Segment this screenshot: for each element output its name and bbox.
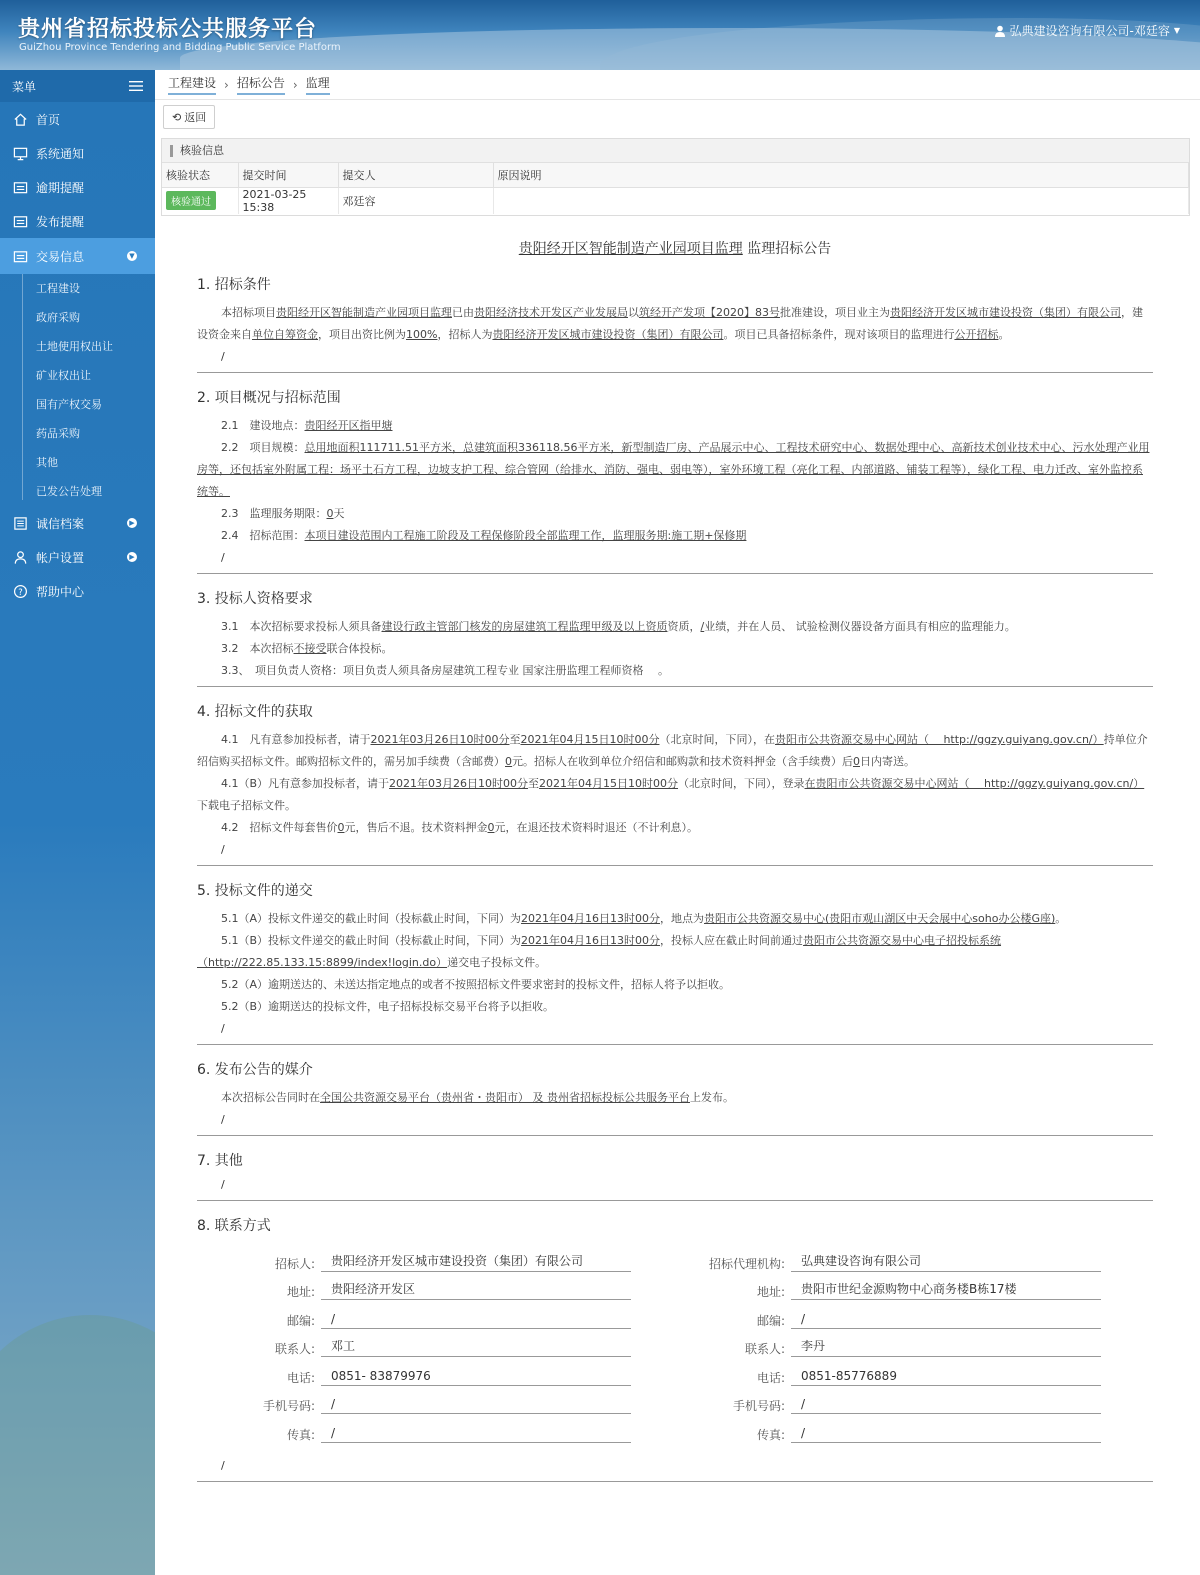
notice-body xyxy=(197,238,1153,1496)
section-paragraph: 3.1 本次招标要求投标人须具备建设行政主管部门核发的房屋建筑工程监理甲级及以上资质资质，/业绩，并在人员、 试验检测仪器设备方面具有相应的监理能力。 xyxy=(221,620,1016,633)
sidebar-subitem-mining[interactable]: 矿业权出让 xyxy=(36,369,91,382)
help-icon xyxy=(12,583,28,599)
user-name: 弘典建设咨询有限公司-邓廷容 xyxy=(1009,24,1170,38)
sidebar-item-label: 帐户设置 xyxy=(36,550,85,565)
section-paragraph: 4.2 招标文件每套售价0元，售后不退。技术资料押金0元，在退还技术资料时退还（不计利息）。 xyxy=(221,821,698,834)
col-header: 核验状态 xyxy=(162,163,238,187)
svg-text:?: ? xyxy=(17,586,23,597)
notice-title-suffix: 监理招标公告 xyxy=(747,241,832,257)
section-paragraph: 本次招标公告同时在全国公共资源交易平台（贵州省・贵阳市） 及 贵州省招标投标公共服务平台上发布。 xyxy=(221,1091,734,1104)
verify-title: 核验信息 xyxy=(162,139,1189,163)
sidebar xyxy=(0,70,155,1575)
section-heading: 1. 招标条件 xyxy=(197,277,271,293)
site-header xyxy=(0,0,1200,70)
contact-row: 联系人: 李丹 xyxy=(687,1329,1147,1358)
section-paragraph: 4.1 凡有意参加投标者，请于2021年03月26日10时00分至2021年04月15日10时00分（北京时间，下同），在贵阳市公共资源交易中心网站（ http://ggzy.guiyang.gov.cn/）持单位介绍信购买招标文件。邮购招标文件的，需另加手续费（含邮费）0元。招标人在收到单位介绍信和邮购款和技术资料押金（含手续费）后0日内寄送。 xyxy=(197,733,1148,768)
sidebar-subitem-state-assets[interactable]: 国有产权交易 xyxy=(36,398,102,411)
reason-cell xyxy=(493,187,1189,214)
section-heading: 3. 投标人资格要求 xyxy=(197,591,313,607)
section-divider xyxy=(197,372,1153,373)
chevron-right-icon: ▶ xyxy=(127,552,137,562)
contact-row: 地址: 贵阳市世纪金源购物中心商务楼B栋17楼 xyxy=(687,1272,1147,1301)
section-paragraph: 4.1（B）凡有意参加投标者，请于2021年03月26日10时00分至2021年04月15日10时00分（北京时间，下同），登录在贵阳市公共资源交易中心网站（ http://ggzy.guiyang.gov.cn/）下载电子招标文件。 xyxy=(197,777,1145,812)
folder-icon xyxy=(12,179,28,195)
sidebar-subitem-other[interactable]: 其他 xyxy=(36,456,58,469)
col-header: 提交人 xyxy=(338,163,493,187)
contact-row: 地址: 贵阳经济开发区 xyxy=(217,1272,677,1301)
breadcrumb xyxy=(155,70,1200,100)
section-divider xyxy=(197,1135,1153,1136)
caret-down-icon: ▼ xyxy=(1173,26,1180,35)
section-paragraph: 2.2 项目规模：总用地面积111711.51平方米，总建筑面积336118.56平方米，新型制造厂房、产品展示中心、工程技术研究中心、数据处理中心、高新技术创业技术中心、污水处理产业用房等，还包括室外附属工程：场平土石方工程，边坡支护工程、综合管网（给排水、消防、强电、弱电等），室外环境工程（亮化工程、内部道路、铺装工程等），绿化工程、电力迁改、室外监控系统等。 xyxy=(197,441,1150,498)
back-button[interactable] xyxy=(163,105,215,129)
section-heading: 5. 投标文件的递交 xyxy=(197,883,313,899)
breadcrumb-item[interactable]: 工程建设 xyxy=(168,74,216,95)
sidebar-submenu xyxy=(0,274,155,506)
breadcrumb-separator: › xyxy=(292,77,298,92)
section-divider xyxy=(197,1481,1153,1482)
back-icon: ⟲ xyxy=(172,110,182,124)
sidebar-item-publish-reminder[interactable] xyxy=(0,204,155,238)
section-note: / xyxy=(221,551,225,564)
section-paragraph: 5.1（B）投标文件递交的截止时间（投标截止时间，下同）为2021年04月16日13时00分，投标人应在截止时间前通过贵阳市公共资源交易中心电子招投标系统（http://222.85.133.15:8899/index!login.do）递交电子投标文件。 xyxy=(197,934,1002,969)
folder-icon xyxy=(12,213,28,229)
sidebar-item-label: 帮助中心 xyxy=(36,584,85,599)
section-divider xyxy=(197,1200,1153,1201)
col-header: 原因说明 xyxy=(493,163,1189,187)
sidebar-item-label: 交易信息 xyxy=(36,249,85,264)
sidebar-item-home[interactable] xyxy=(0,102,155,136)
section-heading: 4. 招标文件的获取 xyxy=(197,704,313,720)
section-note: / xyxy=(221,1022,225,1035)
section-note: / xyxy=(221,1178,225,1191)
sidebar-item-label: 首页 xyxy=(36,112,61,127)
contact-row: 电话: 0851- 83879976 xyxy=(217,1357,677,1386)
section-note: / xyxy=(221,350,225,363)
section-heading: 6. 发布公告的媒介 xyxy=(197,1062,313,1078)
section-note: / xyxy=(221,1113,225,1126)
status-cell xyxy=(162,187,238,214)
section-heading: 8. 联系方式 xyxy=(197,1218,271,1234)
contact-column-agency xyxy=(687,1243,1147,1443)
main-content xyxy=(155,70,1200,1575)
contact-row: 手机号码: / xyxy=(687,1386,1147,1415)
home-icon xyxy=(12,111,28,127)
contact-column-tenderer xyxy=(217,1243,677,1443)
sidebar-subitem-land-use[interactable]: 土地使用权出让 xyxy=(36,340,113,353)
sidebar-header xyxy=(0,70,155,102)
section-paragraph: 5.2（A）逾期送达的、未送达指定地点的或者不按照招标文件要求密封的投标文件，招标人将予以拒收。 xyxy=(221,978,731,991)
section-paragraph: 本招标项目贵阳经开区智能制造产业园项目监理已由贵阳经济技术开发区产业发展局以筑经开产发项【2020】83号批准建设，项目业主为贵阳经济开发区城市建设投资（集团）有限公司，建设资金来自单位自筹资金，项目出资比例为100%，招标人为贵阳经济开发区城市建设投资（集团）有限公司。项目已具备招标条件，现对该项目的监理进行公开招标。 xyxy=(197,306,1143,341)
section-paragraph: 2.4 招标范围：本项目建设范围内工程施工阶段及工程保修阶段全部监理工作，监理服务期:施工期+保修期 xyxy=(221,529,747,542)
verify-panel xyxy=(161,138,1190,216)
list-icon xyxy=(12,515,28,531)
breadcrumb-item[interactable]: 招标公告 xyxy=(237,74,285,95)
chevron-down-icon: ▼ xyxy=(127,251,137,261)
col-header: 提交时间 xyxy=(238,163,338,187)
section-divider xyxy=(197,1044,1153,1045)
user-menu[interactable] xyxy=(994,22,1181,39)
sidebar-item-label: 诚信档案 xyxy=(36,516,85,531)
time-cell: 2021-03-25 15:38 xyxy=(238,187,338,214)
menu-label: 菜单 xyxy=(12,79,37,94)
section-note: / xyxy=(221,1458,225,1472)
sidebar-item-label: 逾期提醒 xyxy=(36,180,85,195)
contact-row: 手机号码: / xyxy=(217,1386,677,1415)
verify-table xyxy=(162,163,1189,214)
section-heading: 2. 项目概况与招标范围 xyxy=(197,390,341,406)
section-note: / xyxy=(221,843,225,856)
back-button-label: 返回 xyxy=(184,111,207,124)
chevron-right-icon: ▶ xyxy=(127,518,137,528)
contact-row: 邮编: / xyxy=(687,1300,1147,1329)
contact-row: 传真: / xyxy=(687,1414,1147,1443)
notice-title xyxy=(197,238,1153,258)
folder-icon xyxy=(12,248,28,264)
sidebar-item-trade-info[interactable] xyxy=(0,238,155,274)
breadcrumb-separator: › xyxy=(224,77,229,92)
breadcrumb-item[interactable]: 监理 xyxy=(306,74,330,95)
toolbar xyxy=(155,100,1200,134)
sidebar-subitem-gov-procurement[interactable]: 政府采购 xyxy=(36,311,80,324)
section-divider xyxy=(197,686,1153,687)
table-row xyxy=(162,187,1189,214)
section-paragraph: 2.3 监理服务期限：0天 xyxy=(221,507,345,520)
sidebar-item-credit[interactable] xyxy=(0,506,155,540)
notice-title-project: 贵阳经开区智能制造产业园项目监理 xyxy=(518,241,743,257)
hamburger-icon[interactable] xyxy=(129,80,143,92)
contact-grid xyxy=(197,1243,1153,1443)
sidebar-item-label: 发布提醒 xyxy=(36,214,85,229)
sidebar-item-overdue[interactable] xyxy=(0,170,155,204)
contact-row: 联系人: 邓工 xyxy=(217,1329,677,1358)
section-paragraph: 5.2（B）逾期送达的投标文件，电子招标投标交易平台将予以拒收。 xyxy=(221,1000,555,1013)
sidebar-item-label: 系统通知 xyxy=(36,146,85,161)
contact-row: 招标人: 贵阳经济开发区城市建设投资（集团）有限公司 xyxy=(217,1243,677,1272)
section-paragraph: 3.2 本次招标不接受联合体投标。 xyxy=(221,642,393,655)
section-paragraph: 5.1（A）投标文件递交的截止时间（投标截止时间，下同）为2021年04月16日13时00分，地点为贵阳市公共资源交易中心(贵阳市观山湖区中天会展中心soho办公楼G座)。 xyxy=(221,912,1067,925)
section-divider xyxy=(197,573,1153,574)
status-badge: 核验通过 xyxy=(166,191,216,210)
sidebar-subitem-published[interactable]: 已发公告处理 xyxy=(36,485,102,498)
user-icon xyxy=(12,549,28,565)
sidebar-subitem-engineering[interactable]: 工程建设 xyxy=(36,282,80,295)
site-title: 贵州省招标投标公共服务平台 xyxy=(18,17,318,42)
section-paragraph: 3.3、 项目负责人资格：项目负责人须具备房屋建筑工程专业 国家注册监理工程师资格 。 xyxy=(221,664,669,677)
sidebar-item-notifications[interactable] xyxy=(0,136,155,170)
contact-row: 传真: / xyxy=(217,1414,677,1443)
section-divider xyxy=(197,865,1153,866)
site-subtitle: GuiZhou Province Tendering and Bidding Public Service Platform xyxy=(19,42,341,53)
contact-row: 邮编: / xyxy=(217,1300,677,1329)
user-icon xyxy=(994,25,1006,37)
contact-row: 电话: 0851-85776889 xyxy=(687,1357,1147,1386)
section-heading: 7. 其他 xyxy=(197,1153,243,1169)
sidebar-item-help[interactable] xyxy=(0,574,155,608)
submitter-cell: 邓廷容 xyxy=(338,187,493,214)
contact-row: 招标代理机构: 弘典建设咨询有限公司 xyxy=(687,1243,1147,1272)
monitor-icon xyxy=(12,145,28,161)
section-paragraph: 2.1 建设地点：贵阳经开区指甲塘 xyxy=(221,419,393,432)
sidebar-subitem-medicine[interactable]: 药品采购 xyxy=(36,427,80,440)
sidebar-item-account[interactable] xyxy=(0,540,155,574)
